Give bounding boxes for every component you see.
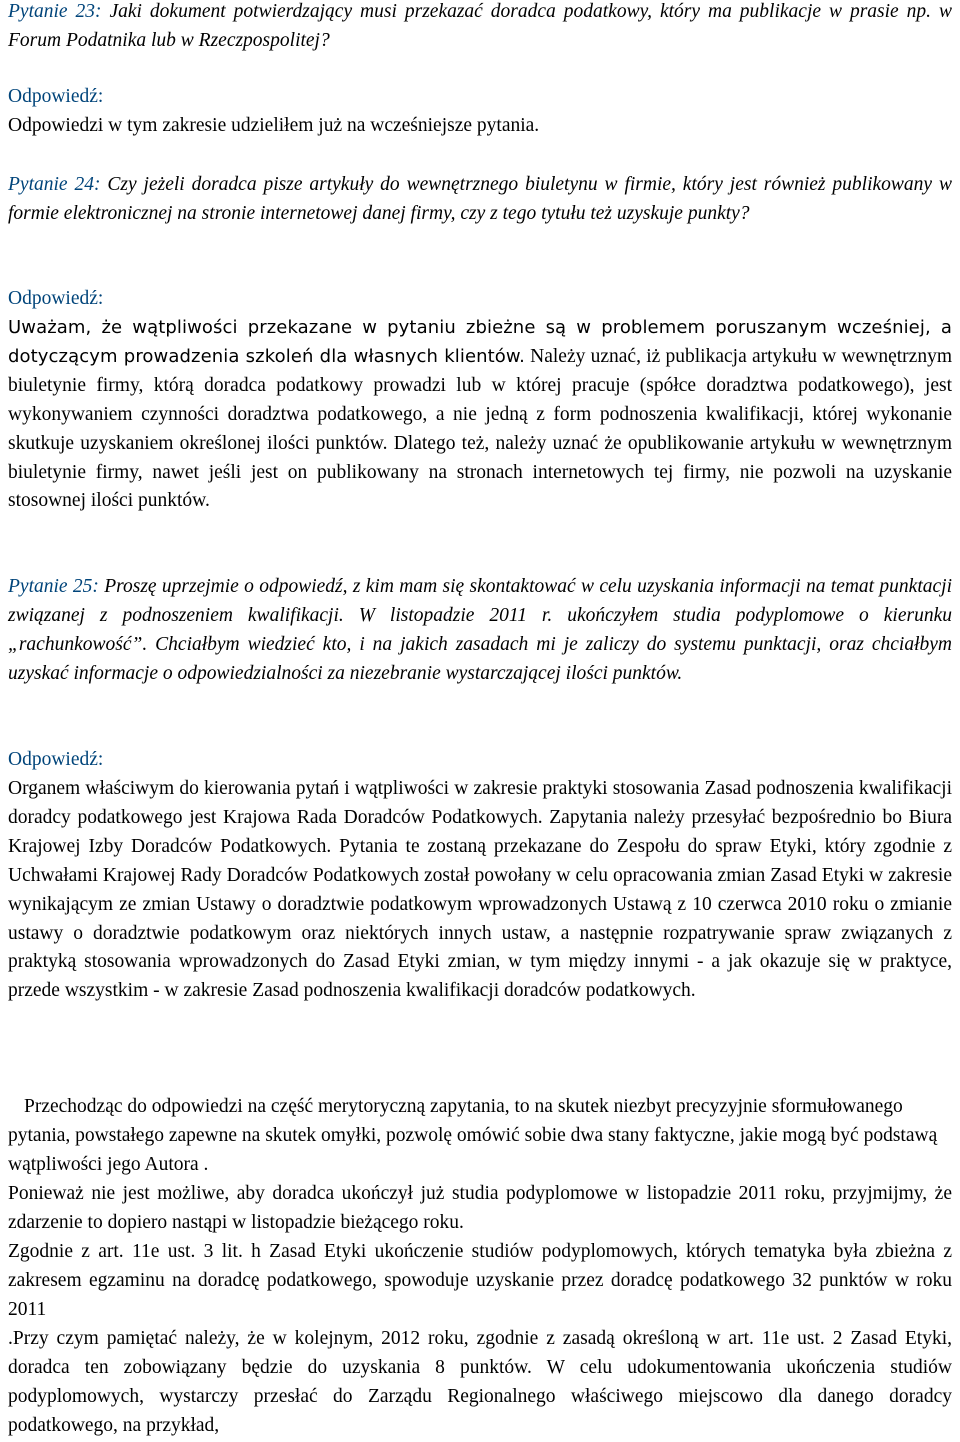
question-23-text: Jaki dokument potwierdzający musi przekazać doradca podatkowy, który ma publikacje w prasie np. w Forum Podatnika lub w Rzeczpospolitej? xyxy=(8,1,952,51)
question-23 xyxy=(8,0,952,56)
question-25-label: Pytanie 25: xyxy=(8,576,99,597)
answer-25-paragraph-5: .Przy czym pamiętać należy, że w kolejnym, 2012 roku, zgodnie z zasadą określoną w art. 11e ust. 2 Zasad Etyki, doradca ten zobowiązany będzie do uzyskania 8 punktów. W celu udokumentowania ukończenia studiów podyplomowych, wystarczy przesłać do Zarządu Regionalnego właściwego miejscowo dla danego doradcy podatkowego, na przykład, xyxy=(8,1328,952,1436)
answer-25-paragraph-3: Ponieważ nie jest możliwe, aby doradca ukończył już studia podyplomowe w listopadzie 2011 roku, przyjmijmy, że zdarzenie to dopiero nastąpi w listopadzie bieżącego roku. xyxy=(8,1183,952,1233)
answer-25-label: Odpowiedź: xyxy=(8,749,104,770)
answer-24-body: Należy uznać, iż publikacja artykułu w wewnętrznym biuletynie firmy, którą doradca podatkowy prowadzi lub w której pracuje (spółce doradztwa podatkowego), jest wykonywaniem czynności doradztwa podatkowego, a nie jedną z form podnoszenia kwalifikacji, której wykonanie skutkuje uzyskaniem określonej ilości punktów. Dlatego też, należy uznać że opublikowanie artykułu w wewnętrznym biuletynie firmy, nawet jeśli jest on publikowany na stronach internetowych tej firmy, nie pozwoli na uzyskanie stosownej ilości punktów. xyxy=(8,345,953,512)
question-23-label: Pytanie 23: xyxy=(8,1,102,22)
answer-24-text xyxy=(8,314,952,516)
question-25 xyxy=(8,573,952,689)
answer-23-label: Odpowiedź: xyxy=(8,86,104,107)
answer-23-text: Odpowiedzi w tym zakresie udzieliłem już na wcześniejsze pytania. xyxy=(8,115,540,136)
question-24 xyxy=(8,171,952,229)
question-25-text: Proszę uprzejmie o odpowiedź, z kim mam się skontaktować w celu uzyskania informacji na temat punktacji związanej z podnoszeniem kwalifikacji. W listopadzie 2011 r. ukończyłem studia podyplomowe o kierunku „rachunkowość”. Chciałbym wiedzieć kto, i na jakich zasadach mi je zaliczy do systemu punktacji, oraz chciałbym uzyskać informacje o odpowiedzialności za niezebranie wystarczającej ilości punktów. xyxy=(8,576,952,684)
answer-25-paragraph-4: Zgodnie z art. 11e ust. 3 lit. h Zasad Etyki ukończenie studiów podyplomowych, których tematyka była zbieżna z zakresem egzaminu na doradcę podatkowego, spowoduje uzyskanie przez doradcę podatkowego 32 punktów w roku 2011 xyxy=(8,1241,952,1320)
answer-25-paragraph-1: Organem właściwym do kierowania pytań i wątpliwości w zakresie praktyki stosowania Zasad podnoszenia kwalifikacji doradcy podatkowego jest Krajowa Rada Doradców Podatkowych. Zapytania należy przesyłać bezpośrednio bo Biura Krajowej Izby Doradców Podatkowych. Pytania te zostaną przekazane do Zespołu do spraw Etyki, który zgodnie z Uchwałami Krajowej Rady Doradców Podatkowych został powołany w celu opracowania zmian Zasad Etyki w zakresie wynikającym ze zmian Ustawy o doradztwie podatkowym wprowadzonych Ustawą z 10 czerwca 2010 roku o zmianie ustawy o doradztwie podatkowym oraz niektórych innych ustaw, a następnie rozpatrywanie spraw związanych z praktyką stosowania wprowadzonych do Zasad Etyki zmian, w tym między innymi - a jak okazuje się w praktyce, przede wszystkim - w zakresie Zasad podnoszenia kwalifikacji doradców podatkowych. xyxy=(8,778,952,1002)
question-24-label: Pytanie 24: xyxy=(8,174,101,195)
answer-25-paragraph-2: Przechodząc do odpowiedzi na część merytoryczną zapytania, to na skutek niezbyt precyzyjnie sformułowanego pytania, powstałego zapewne na skutek omyłki, pozwolę omówić sobie dwa stany faktyczne, jakie mogą być podstawą wątpliwości jego Autora . xyxy=(8,1096,938,1175)
question-24-text: Czy jeżeli doradca pisze artykuły do wewnętrznego biuletynu w firmie, który jest również publikowany w formie elektronicznej na stronie internetowej danej firmy, czy z tego tytułu też uzyskuje punkty? xyxy=(8,174,952,224)
answer-24-label: Odpowiedź: xyxy=(8,288,104,309)
answer-24-opening: Uważam, że wątpliwości przekazane w pytaniu zbieżne są w problemem poruszanym wcześniej, a dotyczącym prowadzenia szkoleń dla własnych klientów. xyxy=(8,317,952,367)
